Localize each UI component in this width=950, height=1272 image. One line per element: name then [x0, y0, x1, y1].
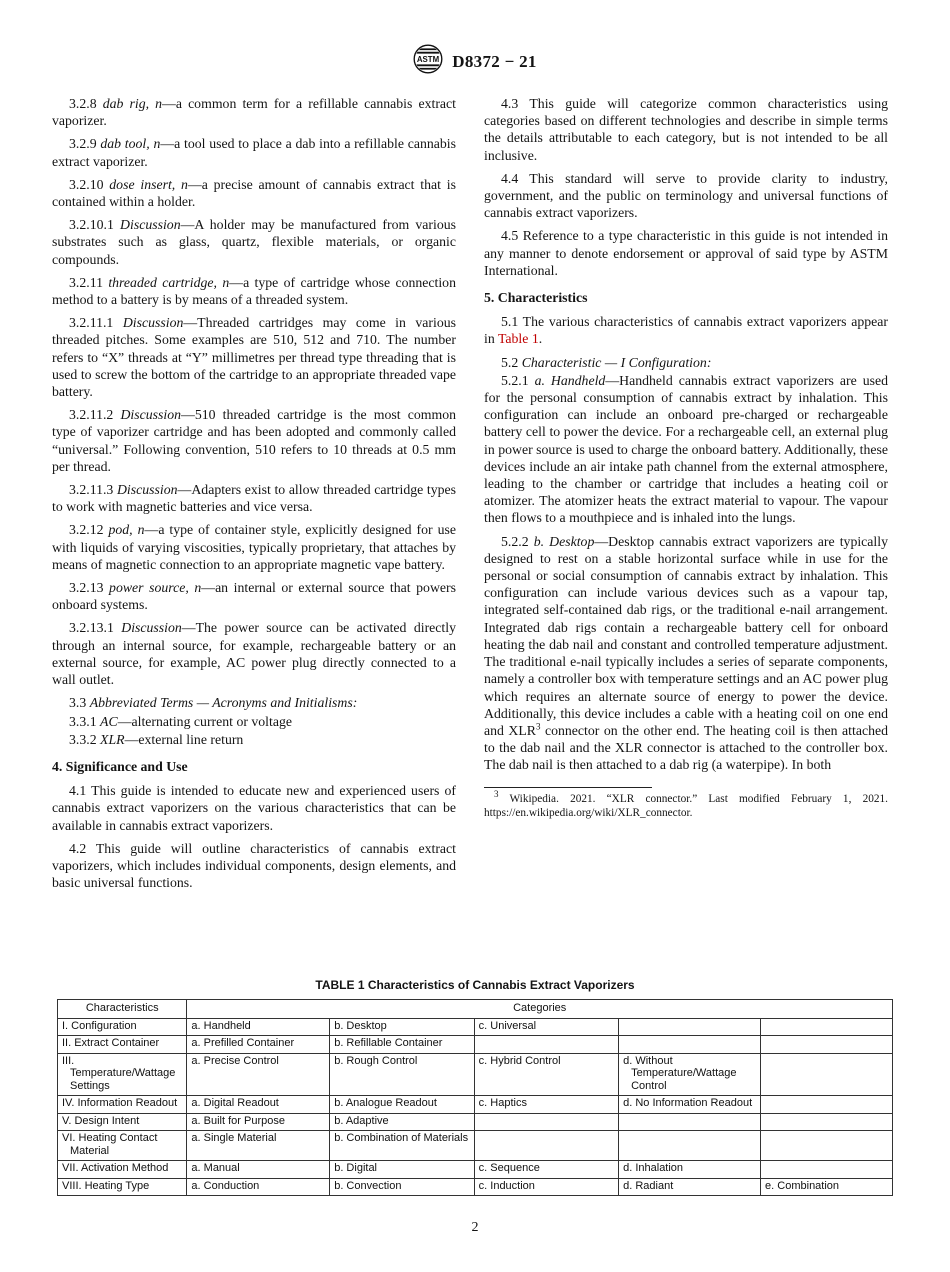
text-run: power source, n [109, 580, 202, 596]
text-run: 4.2 This guide will outline characteristics of cannabis extract vaporizers, which includes individual components, design elements, and basic universal functions. [52, 840, 456, 891]
category-cell: a. Handheld [187, 1018, 330, 1036]
text-run: 3.2.10 [69, 176, 110, 192]
text-run: 3.2.11.2 [69, 407, 121, 423]
text-run: —A holder may be manufactured from various substrates such as glass, quartz, flexible materials, or organic compounds. [52, 217, 456, 267]
paragraph [52, 731, 456, 748]
text-run: dose insert, n [109, 176, 188, 192]
text-run: AC [100, 713, 118, 729]
text-run: —Handheld cannabis extract vaporizers are used for the personal consumption of cannabis extract by inhalation. This configuration can include an onboard pre-charged or rechargeable battery cell to power the device. For a rechargeable cell, an external plug in power source is used to charge the onboard battery. Additionally, these devices include an air intake path channel from the external atmosphere, leading to the chamber or cartridge that includes a heating coil or atomizer. The atomizer heats the extract material to vapour. The vapour then flows to a mouthpiece and is inhaled into the lungs. [484, 372, 888, 526]
paragraph [52, 216, 456, 268]
paragraph [484, 533, 888, 774]
category-cell [619, 1131, 761, 1161]
table-header-row [58, 1000, 893, 1019]
characteristic-cell: III. Temperature/Wattage Settings [58, 1053, 187, 1096]
text-run: Wikipedia. 2021. “XLR connector.” Last modified February 1, 2021. https://en.wikipedia.org/wiki/XLR_connector. [484, 792, 888, 819]
text-run: —Threaded cartridges may come in various threaded pitches. Some examples are 510, 512 and 710. The number refers to “X” threads at “Y” millimetres per thread type threading that is used to screw the bottom of the cartridge to an appropriate threaded vape battery. [52, 315, 456, 400]
characteristic-cell: IV. Information Readout [58, 1096, 187, 1114]
text-run: 3.2.12 [69, 522, 109, 538]
text-run: —an internal or external source that powers onboard systems. [52, 580, 456, 613]
category-cell: c. Hybrid Control [474, 1053, 618, 1096]
text-run: dab tool, n [100, 136, 161, 152]
col-header-characteristics: Characteristics [58, 1000, 187, 1019]
document-number: D8372 − 21 [452, 51, 537, 71]
category-cell: a. Conduction [187, 1178, 330, 1196]
table-row [58, 1178, 893, 1196]
text-run: —a type of container style, explicitly designed for use with liquids of varying viscosities, typically proprietary, that attaches by means of magnetic connection to an appropriate magnetic vape battery. [52, 522, 456, 572]
text-run: 3.3.1 [69, 713, 101, 729]
footnote-reference: 3 [494, 788, 499, 799]
category-cell [761, 1018, 893, 1036]
paragraph [52, 713, 456, 730]
characteristics-table [57, 999, 893, 1196]
document-header [0, 44, 950, 79]
paragraph [52, 694, 456, 711]
paragraph [52, 782, 456, 834]
page-footer [0, 1220, 950, 1236]
category-cell: d. Inhalation [619, 1161, 761, 1179]
text-run: 3.2.13.1 [69, 620, 122, 636]
text-run: . [538, 331, 543, 347]
paragraph [52, 176, 456, 210]
text-run: —a common term for a refillable cannabis extract vaporizer. [52, 96, 457, 129]
characteristic-cell: I. Configuration [58, 1018, 187, 1036]
text-run: 3.3.2 [69, 731, 101, 747]
text-run: —a tool used to place a dab into a refillable cannabis extract vaporizer. [52, 136, 456, 169]
text-run: Discussion [122, 315, 184, 331]
characteristic-cell: VIII. Heating Type [58, 1178, 187, 1196]
text-run: 3.2.11.1 [69, 315, 123, 331]
text-run: Discussion [120, 217, 181, 233]
category-cell: b. Digital [330, 1161, 474, 1179]
text-run: Discussion [120, 407, 182, 423]
category-cell: b. Rough Control [330, 1053, 474, 1096]
category-cell [619, 1018, 761, 1036]
category-cell: c. Haptics [474, 1096, 618, 1114]
category-cell [761, 1113, 893, 1131]
category-cell [619, 1113, 761, 1131]
table-row [58, 1113, 893, 1131]
category-cell: b. Refillable Container [330, 1036, 474, 1054]
paragraph [484, 227, 888, 279]
text-run: Characteristic — I Configuration: [521, 354, 712, 370]
paragraph [484, 372, 888, 527]
paragraph [52, 481, 456, 515]
category-cell [761, 1096, 893, 1114]
text-run: —alternating current or voltage [117, 713, 292, 729]
category-cell: d. Radiant [619, 1178, 761, 1196]
text-run: a. Handheld [534, 372, 606, 388]
text-run: b. Desktop [533, 533, 595, 549]
category-cell: b. Adaptive [330, 1113, 474, 1131]
text-run: —510 threaded cartridge is the most common type of vaporizer cartridge and has been adopted and commonly called “universal.” Following convention, 510 refers to 10 threads at 0.5 mm per thread. [52, 407, 456, 474]
footnote-reference: 3 [536, 721, 541, 732]
text-run: 3.2.10.1 [69, 217, 121, 233]
category-cell [761, 1053, 893, 1096]
text-run: 5.2.2 [501, 533, 534, 549]
text-run: connector on the other end. The heating coil is then attached to the dab nail and the XLR connector is attached to the controller box. The dab nail is then attached to a dab rig (a waterpipe). In both [484, 722, 888, 773]
section-heading [52, 758, 456, 775]
category-cell [474, 1036, 618, 1054]
category-cell [761, 1036, 893, 1054]
text-run: —external line return [124, 731, 244, 747]
table-row [58, 1018, 893, 1036]
text-run: Discussion [121, 620, 182, 636]
category-cell: c. Universal [474, 1018, 618, 1036]
characteristic-cell: VII. Activation Method [58, 1161, 187, 1179]
table-1-section [57, 978, 893, 1196]
category-cell: a. Precise Control [187, 1053, 330, 1096]
right-column [484, 95, 888, 897]
category-cell [474, 1131, 618, 1161]
text-run: —Desktop cannabis extract vaporizers are typically designed to rest on a stable horizontal surface while in use for the personal or social consumption of cannabis extract by inhalation. This configuration can include various devices such as a vapour tap, integrated self-contained dab rigs, or the traditional e-nail arrangement. Integrated dab rigs contain a rechargeable battery cell for onboard heating the dab nail and constant and controlled temperature adjustment. The traditional e-nail typically includes a series of separate components, namely a controller box with temperature settings and an AC power plug which requires an alternate source of energy to power the device. Additionally, this device includes a cable with a heating coil on one end and XLR [484, 533, 888, 738]
paragraph [484, 354, 888, 371]
col-header-categories: Categories [187, 1000, 893, 1019]
left-column [52, 95, 456, 897]
footnote-rule [484, 787, 652, 788]
category-cell: a. Single Material [187, 1131, 330, 1161]
text-run: —The power source can be activated directly through an internal source, for example, rechargeable battery or an external source, for example, AC power plug directly connected to a wall outlet. [52, 620, 456, 688]
text-run: —Adapters exist to allow threaded cartridge types to work with magnetic batteries and vice versa. [52, 482, 456, 515]
text-run: 3.2.9 [69, 136, 101, 152]
text-run: 3.2.11 [69, 274, 109, 290]
text-run: XLR [100, 731, 125, 747]
footnote-area [484, 788, 888, 820]
category-cell: a. Digital Readout [187, 1096, 330, 1114]
characteristic-cell: VI. Heating Contact Material [58, 1131, 187, 1161]
paragraph [52, 840, 456, 892]
text-run: —a precise amount of cannabis extract that is contained within a holder. [52, 176, 456, 210]
category-cell: c. Sequence [474, 1161, 618, 1179]
text-run: 3.2.13 [69, 580, 110, 596]
text-run: Discussion [116, 482, 178, 498]
text-run: 3.3 [69, 695, 90, 711]
document-body [0, 79, 950, 897]
paragraph [52, 135, 456, 169]
category-cell [474, 1113, 618, 1131]
text-run: 3.2.11.3 [69, 482, 117, 498]
left-column-flow [52, 95, 456, 891]
text-run: 5.2.1 [501, 372, 535, 388]
table-title: TABLE 1 Characteristics of Cannabis Extract Vaporizers [315, 978, 635, 992]
paragraph [52, 619, 456, 688]
text-run: 4.5 Reference to a type characteristic in this guide is not intended in any manner to denote endorsement or approval of said type by ASTM International. [484, 228, 888, 278]
page-number: 2 [471, 1220, 479, 1235]
category-cell: c. Induction [474, 1178, 618, 1196]
characteristic-cell: V. Design Intent [58, 1113, 187, 1131]
section-heading [484, 289, 888, 306]
table-row [58, 1036, 893, 1054]
category-cell: a. Manual [187, 1161, 330, 1179]
category-cell: b. Desktop [330, 1018, 474, 1036]
text-run: threaded cartridge, n [108, 274, 230, 290]
text-run: 4.1 This guide is intended to educate new and experienced users of cannabis extract vaporizers on the various characteristics that can be available in cannabis extract vaporizers. [52, 783, 456, 833]
text-run: —a type of cartridge whose connection method to a battery is by means of a threaded system. [52, 274, 456, 308]
category-cell: b. Convection [330, 1178, 474, 1196]
text-run: 3.2.8 [69, 96, 103, 111]
table-1-link[interactable]: Table 1 [497, 331, 539, 347]
paragraph [52, 406, 456, 475]
table-row [58, 1161, 893, 1179]
category-cell [761, 1131, 893, 1161]
category-cell: a. Prefilled Container [187, 1036, 330, 1054]
table-row [58, 1096, 893, 1114]
text-run: 5. Characteristics [484, 290, 588, 306]
text-run: pod, n [108, 522, 145, 538]
paragraph [52, 521, 456, 573]
category-cell: e. Combination [761, 1178, 893, 1196]
paragraph [484, 170, 888, 222]
category-cell [761, 1161, 893, 1179]
category-cell: b. Combination of Materials [330, 1131, 474, 1161]
text-run: 4.4 This standard will serve to provide clarity to industry, government, and the public on terminology and universal functions of cannabis extract vaporizers. [484, 170, 888, 221]
paragraph [52, 95, 456, 129]
category-cell: d. Without Temperature/Wattage Control [619, 1053, 761, 1096]
text-run: 5.1 The various characteristics of cannabis extract vaporizers appear in [484, 314, 888, 347]
right-column-flow [484, 95, 888, 774]
paragraph [52, 274, 456, 308]
paragraph [52, 579, 456, 613]
category-cell: d. No Information Readout [619, 1096, 761, 1114]
paragraph [484, 313, 888, 347]
paragraph [484, 95, 888, 164]
astm-logo-text: ASTM [417, 54, 440, 64]
text-run: Abbreviated Terms — Acronyms and Initialisms: [89, 695, 358, 711]
text-run: 5.2 [501, 354, 522, 370]
category-cell [619, 1036, 761, 1054]
astm-logo-icon [413, 44, 443, 79]
characteristic-cell: II. Extract Container [58, 1036, 187, 1054]
paragraph [52, 314, 456, 400]
table-row [58, 1131, 893, 1161]
category-cell: b. Analogue Readout [330, 1096, 474, 1114]
text-run: dab rig, n [102, 96, 163, 111]
text-run: 4. Significance and Use [52, 758, 188, 774]
table-row [58, 1053, 893, 1096]
footnote-text [484, 788, 888, 820]
text-run: 4.3 This guide will categorize common characteristics using categories based on different technologies and describe in simple terms the details attributable to each category, but is not intended to be all inclusive. [484, 96, 888, 163]
category-cell: a. Built for Purpose [187, 1113, 330, 1131]
